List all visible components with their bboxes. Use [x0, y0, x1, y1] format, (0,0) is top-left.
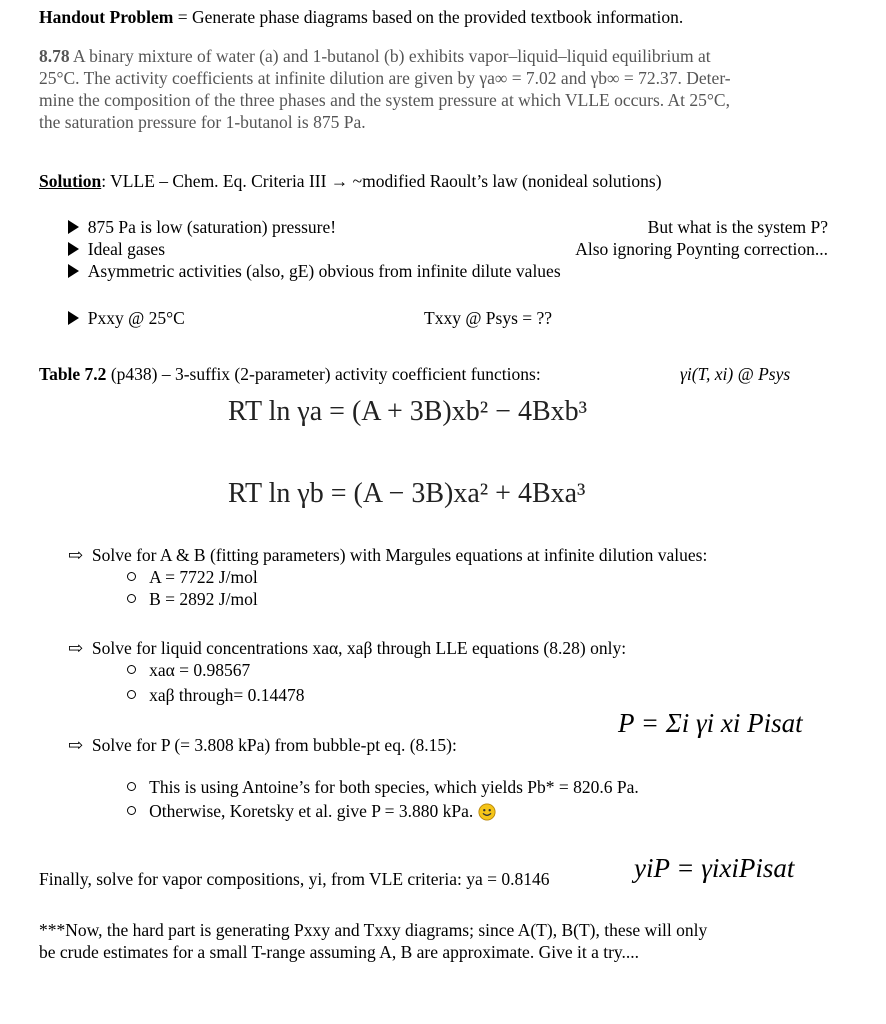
circle-bullet-icon — [127, 690, 136, 699]
arrowhead-bullet-icon — [68, 242, 79, 256]
step-1-item-a: A = 7722 J/mol — [127, 566, 258, 588]
step-3: ⇨ Solve for P (= 3.808 kPa) from bubble-pt eq. (8.15): — [68, 735, 457, 755]
table-right-note: γi(T, xi) @ Psys — [680, 364, 791, 384]
step-1: ⇨ Solve for A & B (fitting parameters) with Margules equations at infinite dilution values: — [68, 545, 708, 565]
bubble-point-formula: P = Σi γi xi Pisat — [618, 708, 803, 738]
vle-formula: yiP = γixiPisat — [634, 853, 795, 883]
circle-bullet-icon — [127, 594, 136, 603]
arrowhead-bullet-icon — [68, 220, 79, 234]
handout-text: = Generate phase diagrams based on the provided textbook information. — [173, 7, 684, 27]
bullet-3: Asymmetric activities (also, gE) obvious from infinite dilute values — [68, 260, 561, 282]
hollow-arrow-icon: ⇨ — [68, 545, 84, 565]
circle-bullet-icon — [127, 806, 136, 815]
bullet-1: 875 Pa is low (saturation) pressure! — [68, 216, 336, 238]
table-line: Table 7.2 (p438) – 3-suffix (2-parameter) activity coefficient functions: — [39, 364, 541, 384]
step-2-item-a: xaα = 0.98567 — [127, 659, 250, 681]
note-line-1: ***Now, the hard part is generating Pxxy and Txxy diagrams; since A(T), B(T), these will only — [39, 920, 708, 940]
problem-line-3: mine the composition of the three phases and the system pressure at which VLLE occurs. At 25°C, — [39, 90, 730, 110]
step-3-item-a: This is using Antoine’s for both species, which yields Pb* = 820.6 Pa. — [127, 776, 639, 798]
problem-number: 8.78 — [39, 46, 70, 66]
handout-header — [39, 6, 683, 28]
smiley-icon — [478, 803, 496, 821]
hollow-arrow-icon: ⇨ — [68, 735, 84, 755]
step-3-item-b: Otherwise, Koretsky et al. give P = 3.880 kPa. — [127, 800, 496, 822]
arrowhead-bullet-icon — [68, 264, 79, 278]
bullet-4-right: Txxy @ Psys = ?? — [424, 308, 553, 328]
final-line: Finally, solve for vapor compositions, yi, from VLE criteria: ya = 0.8146 — [39, 869, 550, 889]
problem-line-1: 8.78 A binary mixture of water (a) and 1-butanol (b) exhibits vapor–liquid–liquid equilibrium at — [39, 46, 711, 66]
step-1-item-b: B = 2892 J/mol — [127, 588, 258, 610]
solution-line — [39, 170, 662, 192]
bullet-4: Pxxy @ 25°C — [68, 307, 185, 329]
step-2-item-b: xaβ through= 0.14478 — [127, 684, 304, 706]
problem-line-4: the saturation pressure for 1-butanol is 875 Pa. — [39, 112, 366, 132]
handout-label: Handout Problem — [39, 7, 174, 27]
solution-text: : VLLE – Chem. Eq. Criteria III → ~modified Raoult’s law (nonideal solutions) — [101, 171, 662, 191]
solution-label: Solution — [39, 171, 102, 191]
margules-equation-b: RT ln γb = (A − 3B)xa² + 4Bxa³ — [228, 478, 586, 509]
arrowhead-bullet-icon — [68, 311, 79, 325]
step-2: ⇨ Solve for liquid concentrations xaα, xaβ through LLE equations (8.28) only: — [68, 638, 627, 658]
circle-bullet-icon — [127, 572, 136, 581]
circle-bullet-icon — [127, 782, 136, 791]
circle-bullet-icon — [127, 665, 136, 674]
margules-equation-a: RT ln γa = (A + 3B)xb² − 4Bxb³ — [228, 396, 588, 427]
bullet-2: Ideal gases — [68, 238, 165, 260]
note-line-2: be crude estimates for a small T-range assuming A, B are approximate. Give it a try.... — [39, 942, 640, 962]
table-label: Table 7.2 — [39, 364, 107, 384]
hollow-arrow-icon: ⇨ — [68, 638, 84, 658]
bullet-1-right: But what is the system P? — [647, 217, 828, 237]
problem-line-2: 25°C. The activity coefficients at infinite dilution are given by γa∞ = 7.02 and γb∞ = 72.37. Deter- — [39, 68, 731, 88]
bullet-2-right: Also ignoring Poynting correction... — [575, 239, 828, 259]
